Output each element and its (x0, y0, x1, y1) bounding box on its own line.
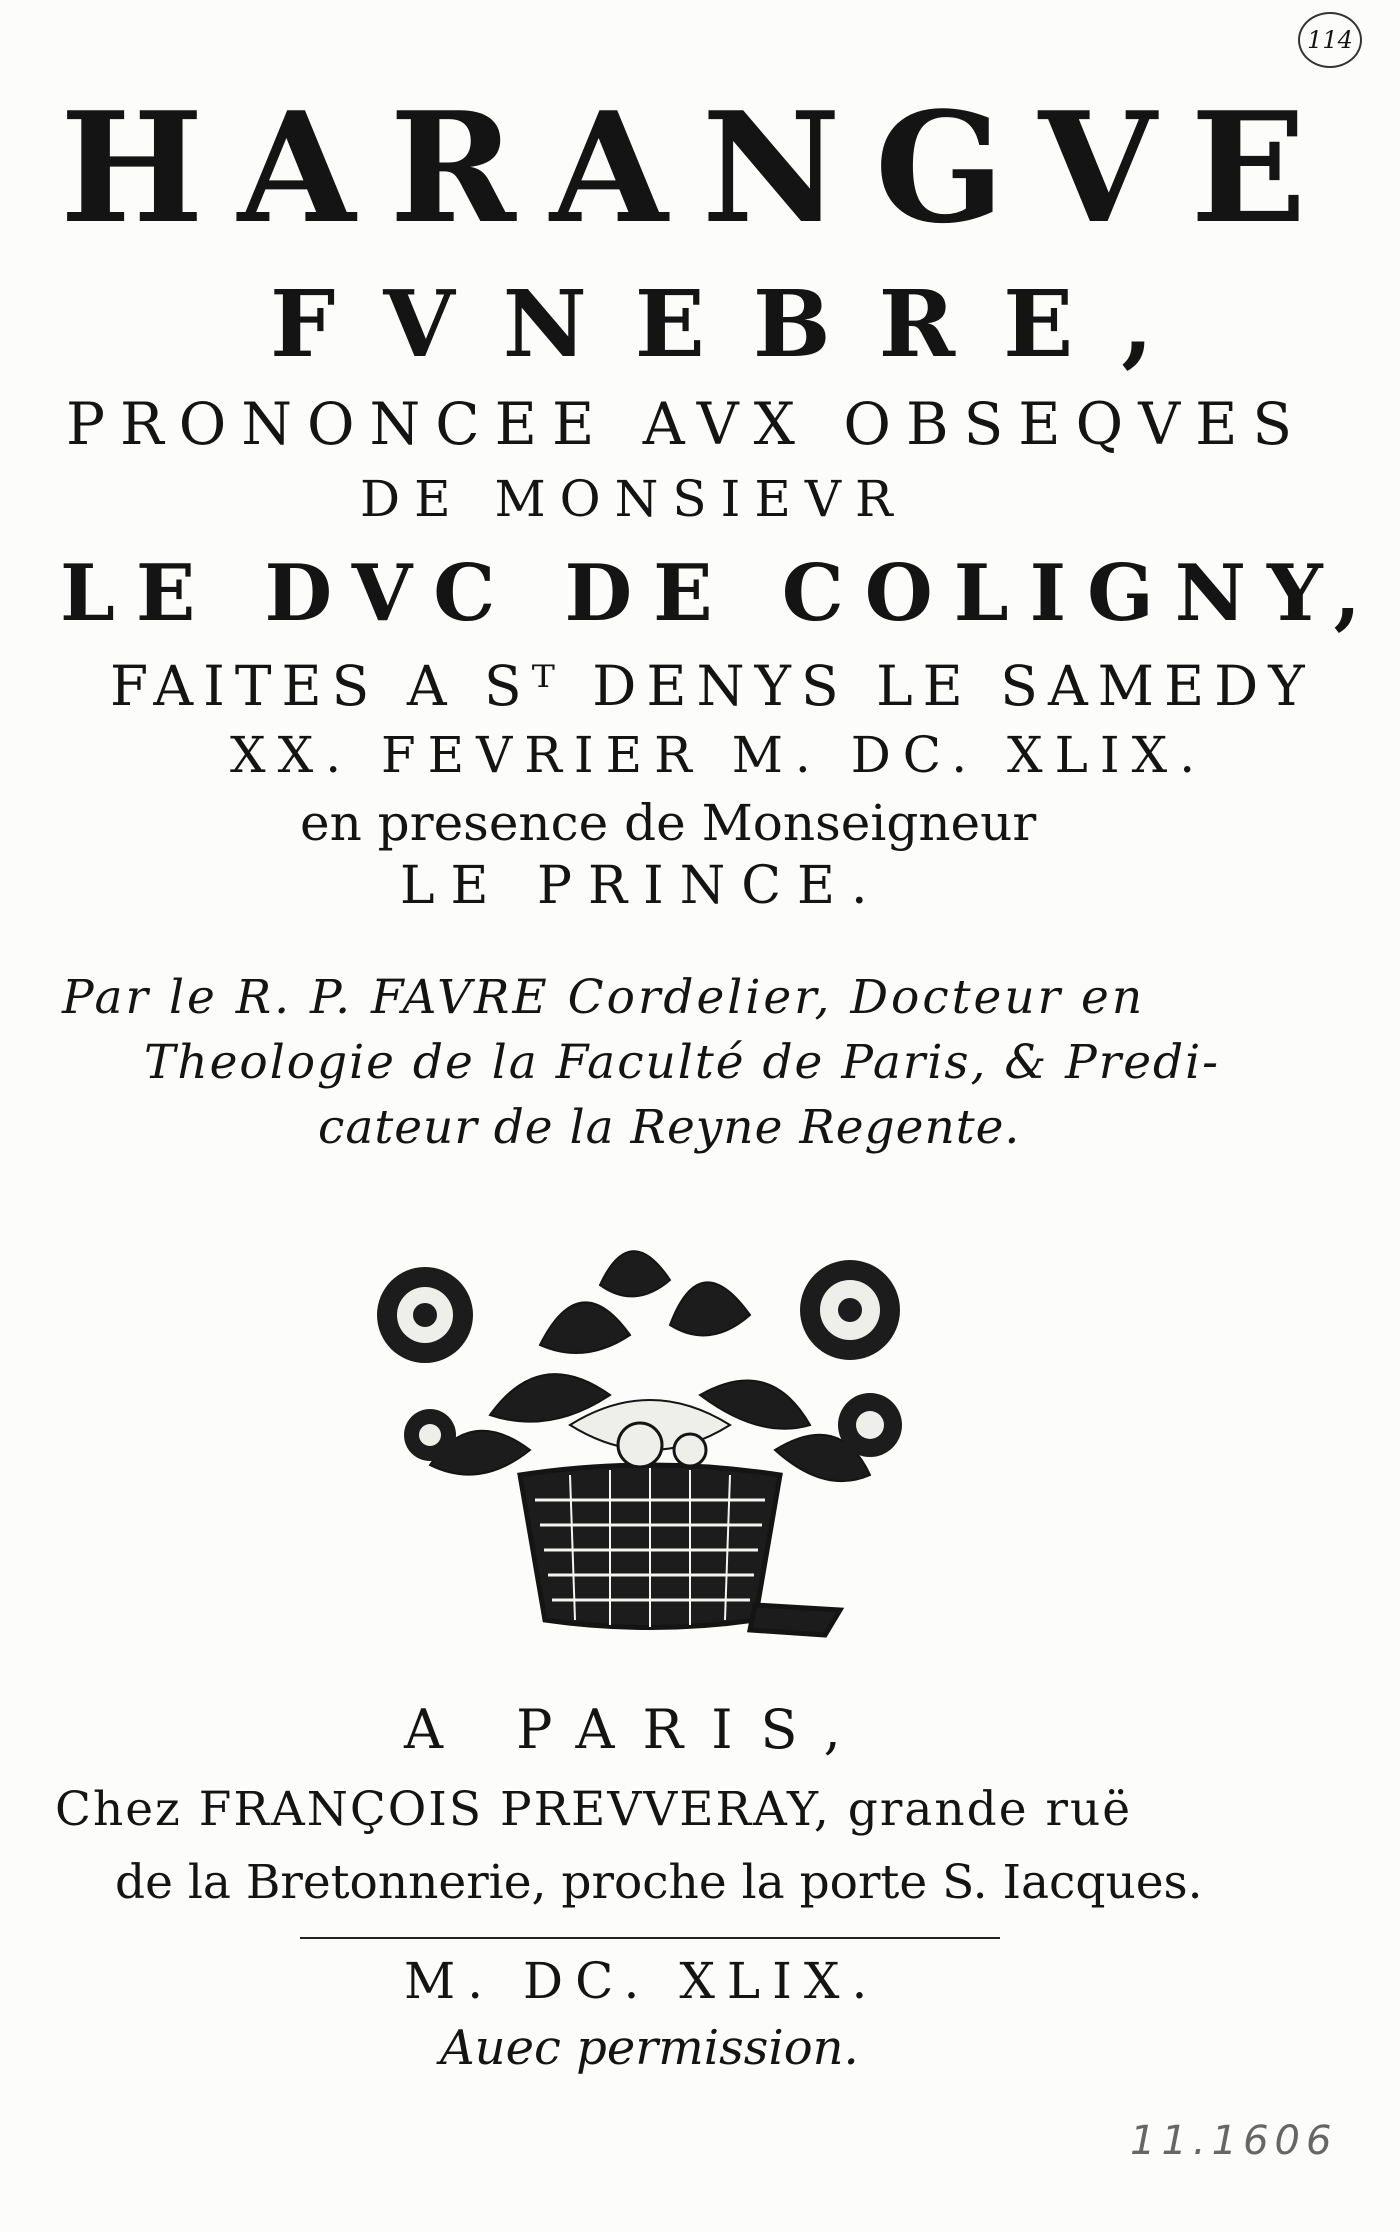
title-line-harangue: HARANGVE (60, 78, 1341, 257)
title-line-presence: en presence de Monseigneur (300, 794, 1037, 852)
title-line-prononcee: PRONONCEE AVX OBSEQVES (66, 390, 1308, 458)
flower-basket-woodcut-icon (370, 1225, 930, 1645)
title-line-prince: LE PRINCE. (400, 856, 884, 916)
imprint-printer-line-2: de la Bretonnerie, proche la porte S. Iacques. (115, 1855, 1203, 1910)
inventory-annotation: 11.1606 (1130, 2118, 1338, 2164)
imprint-year: M. DC. XLIX. (404, 1952, 880, 2010)
author-line-3: cateur de la Reyne Regente. (318, 1100, 1021, 1155)
imprint-permission: Auec permission. (440, 2020, 859, 2076)
divider-rule (300, 1937, 1000, 1939)
title-line-duc: LE DVC DE COLIGNY, (60, 548, 1382, 639)
title-line-date: XX. FEVRIER M. DC. XLIX. (230, 726, 1208, 784)
title-line-funebre: FVNEBRE, (270, 270, 1202, 378)
author-line-1: Par le R. P. FAVRE Cordelier, Docteur en (62, 970, 1146, 1025)
shelfmark-annotation: 114 (1298, 12, 1362, 68)
title-line-monsieur: DE MONSIEVR (360, 470, 907, 528)
author-line-2: Theologie de la Faculté de Paris, & Predi- (144, 1035, 1221, 1090)
title-line-faites: FAITES A Sᵀ DENYS LE SAMEDY (110, 654, 1315, 718)
basket-shape (520, 1465, 840, 1635)
imprint-printer-line-1: Chez FRANÇOIS PREVVERAY, grande ruë (55, 1782, 1133, 1837)
imprint-city: A PARIS, (404, 1698, 869, 1761)
